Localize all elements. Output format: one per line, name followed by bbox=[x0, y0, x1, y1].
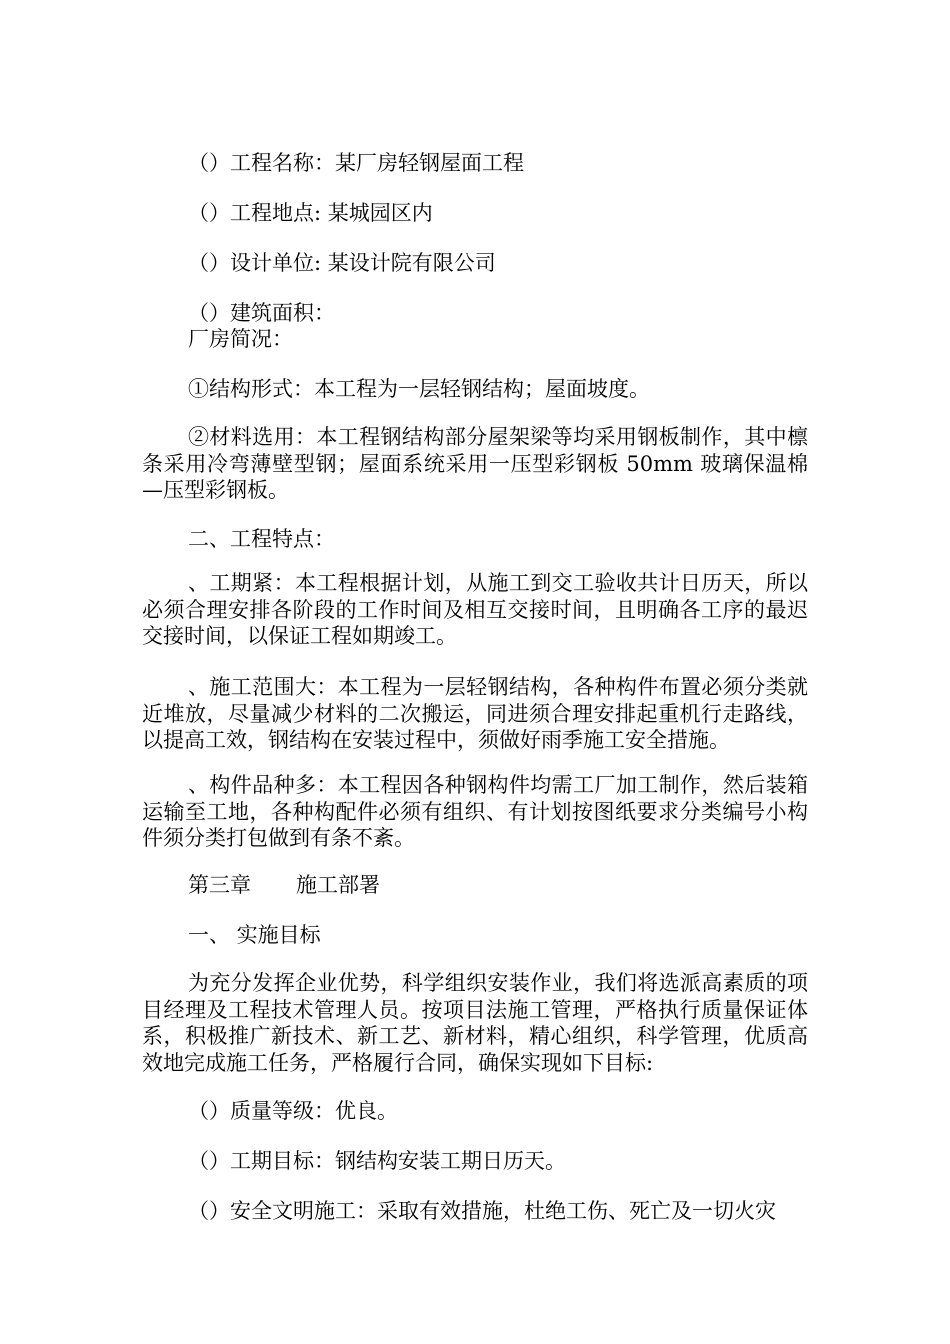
structure-paragraph: ①结构形式：本工程为一层轻钢结构；屋面坡度。 bbox=[188, 377, 650, 401]
goal-safety: （）安全文明施工：采取有效措施，杜绝工伤、死亡及一切火灾 bbox=[188, 1199, 776, 1223]
chapter-number: 第三章 bbox=[188, 873, 251, 897]
project-location: （）工程地点: 某城园区内 bbox=[188, 201, 433, 225]
project-name: （）工程名称：某厂房轻钢屋面工程 bbox=[188, 151, 524, 175]
project-area: （）建筑面积： bbox=[188, 301, 335, 325]
feature-1-paragraph: 、工期紧：本工程根据计划，从施工到交工验收共计日历天，所以必须合理安排各阶段的工作时间及相互交接时间，且明确各工序的最迟交接时间，以保证工程如期竣工。 bbox=[142, 571, 808, 648]
goals-intro-paragraph: 为充分发挥企业优势，科学组织安装作业，我们将选派高素质的项目经理及工程技术管理人员。按项目法施工管理，严格执行质量保证体系，积极推广新技术、新工艺、新材料，精心组织，科学管理，优质高效地完成施工任务，严格履行合同，确保实现如下目标: bbox=[142, 971, 808, 1075]
materials-paragraph: ②材料选用：本工程钢结构部分屋架梁等均采用钢板制作，其中檩条采用冷弯薄壁型钢；屋面系统采用一压型彩钢板 50mm 玻璃保温棉—压型彩钢板。 bbox=[142, 425, 808, 502]
goal-quality: （）质量等级：优良。 bbox=[188, 1099, 398, 1123]
overview-label: 厂房简况： bbox=[188, 327, 293, 351]
features-heading: 二、工程特点： bbox=[188, 527, 335, 551]
section-heading: 一、 实施目标 bbox=[188, 923, 321, 947]
project-designer: （）设计单位: 某设计院有限公司 bbox=[188, 251, 496, 275]
chapter-title: 施工部署 bbox=[296, 873, 380, 897]
feature-2-paragraph: 、施工范围大：本工程为一层轻钢结构，各种构件布置必须分类就近堆放，尽量减少材料的二次搬运，同进须合理安排起重机行走路线，以提高工效，钢结构在安装过程中，须做好雨季施工安全措施。 bbox=[142, 675, 808, 752]
goal-schedule: （）工期目标：钢结构安装工期日历天。 bbox=[188, 1149, 566, 1173]
feature-3-paragraph: 、构件品种多：本工程因各种钢构件均需工厂加工制作，然后装箱运输至工地，各种构配件必须有组织、有计划按图纸要求分类编号小构件须分类打包做到有条不紊。 bbox=[142, 773, 808, 850]
